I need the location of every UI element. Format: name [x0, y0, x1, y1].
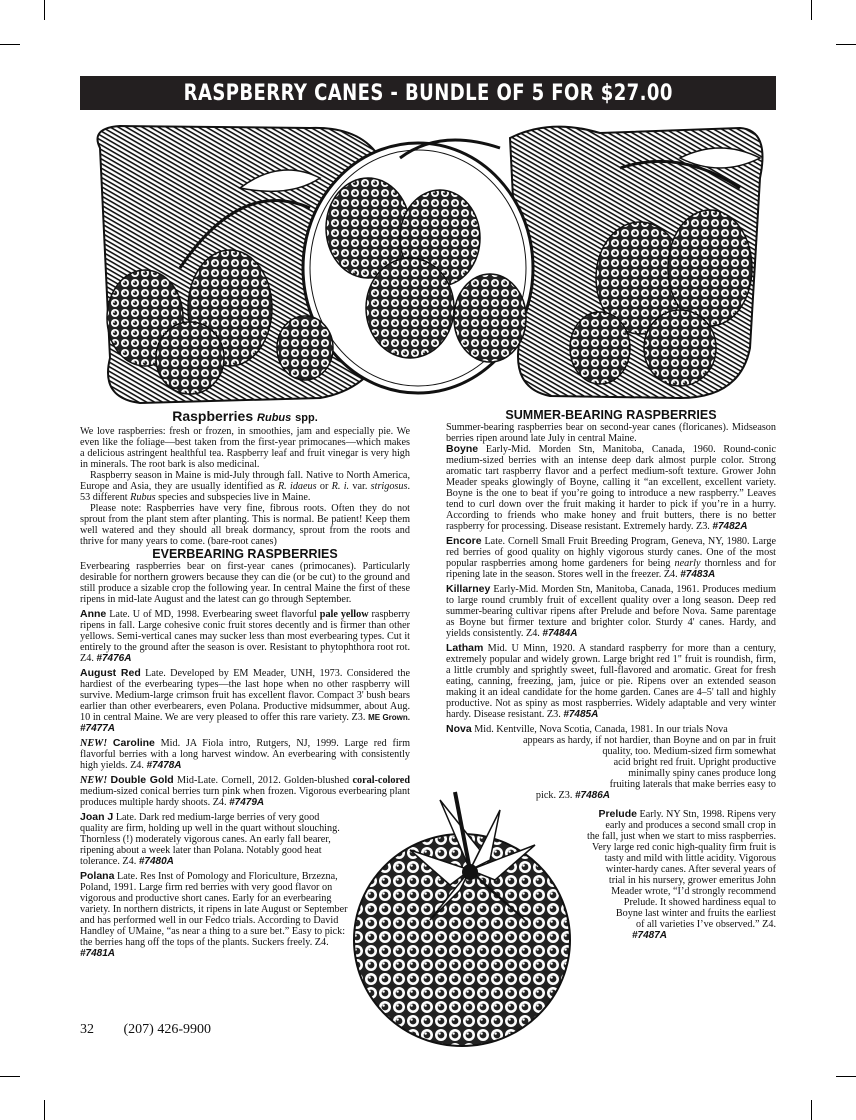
variety-entry-caroline: NEW! Caroline Mid. JA Fiola intro, Rutgers, NJ, 1999. Large red firm flavorful berries with a long harvest window. An everbearing with consistently high yields. Z4. #7478A — [80, 737, 411, 771]
title-banner — [80, 76, 776, 110]
crop-mark — [836, 1076, 856, 1077]
intro-paragraph: Raspberry season in Maine is mid-July through fall. Native to North America, Europe and Asia, they are usually identified as R. idaeus or R. i. var. strigosus. 53 different Rubus species and subspecies live in Maine. — [80, 470, 411, 503]
variety-entry-nova: Nova Mid. Kentville, Nova Scotia, Canada, 1981. In our trials Nova appears as hardy, if not hardier, than Boyne and on par in fruit quality, too. Medium-sized firm somewhat acid bright red fruit. Upright productive minimally spiny canes produce long fruiting laterals that make berries easy to pick. Z3. #7486A — [446, 723, 776, 801]
item-code: #7482A — [712, 521, 748, 532]
crop-mark — [44, 1100, 45, 1120]
item-code: #7479A — [229, 797, 265, 808]
variety-entry-encore: Encore Late. Cornell Small Fruit Breeding Program, Geneva, NY, 1980. Large red berries of good quality on highly vigorous sturdy canes. One of the most popular raspberries among home gardeners for being nearly thornless and for ripening late in the season. Stores well in the freezer. Z4. #7483A — [446, 535, 776, 580]
item-code: #7484A — [542, 628, 578, 639]
banner-title: RASPBERRY CANES - BUNDLE OF 5 FOR $27.00 — [183, 80, 673, 106]
raspberry-engraving-illustration — [80, 118, 776, 406]
variety-entry-anne: Anne Late. U of MD, 1998. Everbearing sweet flavorful pale yellow raspberry ripens in fall. Large cohesive conic fruit stores decently and is firmer than other yellows. Semi-vertical canes may sucker less than most everbearing types. Cut it entirely to the ground after the season is over. Resistant to phytophthora root rot. Z4. #7476A — [80, 608, 410, 664]
item-code: #7480A — [138, 856, 174, 867]
intro-paragraph: Please note: Raspberries have very fine, fibrous roots. Often they do not sprout from the plant stem after planting. This is normal. Be patient! Keep them well watered and they should all break dormancy, sprout from the roots and thrive for many years to come. (bare-root canes) — [80, 503, 410, 547]
crop-mark — [811, 0, 812, 20]
page-number: 32 — [80, 1022, 94, 1037]
variety-entry-double-gold: NEW! Double Gold Mid-Late. Cornell, 2012. Golden-blushed coral-colored medium-sized conical berries turn pink when frozen. Vigorous everbearing plant produces multiple hardy shoots. Z4. #7479A — [80, 774, 410, 808]
variety-entry-august-red: August Red Late. Developed by EM Meader, UNH, 1973. Considered the hardiest of the everbearing types—the last hope when no other raspberry will survive. Medium-large crimson fruit has excellent flavor. Compact 3' bush bears earlier than other everbearers, even Polana. Productive midsummer, about Aug. 10 in central Maine. We are very pleased to offer this rare variety. Z3. ME Grown. #7477A — [80, 667, 411, 734]
raspberries-heading: Raspberries Rubus spp. — [172, 408, 318, 424]
summer-intro: Summer-bearing raspberries bear on second-year canes (floricanes). Midseason berries ripen around late July in central Maine. — [446, 422, 776, 444]
variety-entry-killarney: Killarney Early-Mid. Morden Stn, Manitoba, Canada, 1961. Produces medium to large round crumbly fruit of excellent quality over a long season. Deep red summer-bearing cultivar ripens after Prelude and before Nova. Same parentage as Boyne but firmer texture and brighter color. Sturdy 4' canes. Hardy, and yields consistently. Z4. #7484A — [446, 583, 776, 639]
item-code: #7487A — [632, 930, 668, 941]
summer-heading: SUMMER-BEARING RASPBERRIES — [505, 408, 717, 422]
intro-paragraph: We love raspberries: fresh or frozen, in smoothies, jam and especially pie. We even like the foliage—best taken from the first-year primocanes—which makes a delicious astringent healthful tea. Raspberry leaf and fruit vinegar is very high in minerals. The root bark is also medicinal. — [80, 426, 410, 470]
item-code: #7478A — [146, 760, 182, 771]
item-code: #7476A — [96, 653, 132, 664]
item-code: #7481A — [80, 948, 116, 959]
everbearing-intro: Everbearing raspberries bear on first-year canes (primocanes). Particularly desirable for northern growers because they can die (or be cut) to the ground and still produce a sizable crop the following year. In central Maine the first of these ripens in mid-late August and the latest can go through September. — [80, 561, 410, 605]
crop-mark — [0, 1076, 20, 1077]
crop-mark — [811, 1100, 812, 1120]
crop-mark — [0, 44, 20, 45]
crop-mark — [836, 44, 856, 45]
phone-number: (207) 426-9900 — [123, 1022, 211, 1037]
everbearing-heading: EVERBEARING RASPBERRIES — [152, 547, 338, 561]
item-code: #7486A — [574, 790, 610, 801]
variety-entry-joan-j: Joan J Late. Dark red medium-large berries of very good quality are firm, holding up well in the quart without slouching. Thornless (!) moderately vigorous canes. An early fall bearer, ripening about a week later than Polana. Notably good heat tolerance. Z4. #7480A — [80, 811, 340, 867]
item-code: #7485A — [563, 709, 599, 720]
variety-entry-latham: Latham Mid. U Minn, 1920. A standard raspberry for more than a century, extremely popular and widely grown. Large bright red 1" fruit is roundish, firm, a little crumbly and sprightly sweet, full-flavored and aromatic. Great for fresh eating, canning, freezing, jam, juice or pie. Ripens over an extended season making it an ideal candidate for the home garden. Canes are 4–5' tall and highly productive. Not as spiny as most raspberries. Widely adaptable and very winter hardy. Disease resistant. Z3. #7485A — [446, 642, 776, 720]
item-code: #7483A — [680, 569, 716, 580]
variety-entry-boyne: Boyne Early-Mid. Morden Stn, Manitoba, Canada, 1960. Round-conic medium-sized berries with an intense deep dark almost purple color. Strong aromatic tart raspberry flavor and a perfect medium-soft texture. Grower John Meader speaks glowingly of Boyne, calling it “an excellent, excellent variety. Boyne is the one to beat if you’re going to introduce a new raspberry.” Leaves tend to curl down over the fruit making it harder to pick if you’re in a hurry. According to friends who make honey and fruit butters, there is no better raspberry for processing. Disease resistant. Extremely hardy. Z3. #7482A — [446, 443, 776, 532]
variety-entry-prelude: Prelude Early. NY Stn, 1998. Ripens very early and produces a second small crop in the fall, just when we start to miss raspberries. Very large red conic high-quality firm fruit is tasty and mild with little acidity. Vigorous winter-hardy canes. After several years of trial in his nursery, grower emeritus John Meader wrote, “I’d strongly recommend Prelude. It showed hardiness equal to Boyne last winter and fruits the earliest of all varieties I’ve observed.” Z4. #7487A — [587, 808, 776, 941]
crop-mark — [44, 0, 45, 20]
item-code: #7477A — [80, 723, 116, 734]
page-footer — [80, 1022, 237, 1038]
variety-entry-polana: Polana Late. Res Inst of Pomology and Floriculture, Brzezna, Poland, 1991. Large firm red berries with very good flavor on vigorous and productive short canes. Early for an everbearing variety. In northern districts, it ripens in late August or September and has performed well in our Fedco trials. According to David Handley of UMaine, “as near a thing to a sure bet.” Easy to pick: the berries hang off the tops of the plants. Suckers freely. Z4. #7481A — [80, 870, 348, 959]
large-raspberry-illustration — [350, 790, 590, 1050]
